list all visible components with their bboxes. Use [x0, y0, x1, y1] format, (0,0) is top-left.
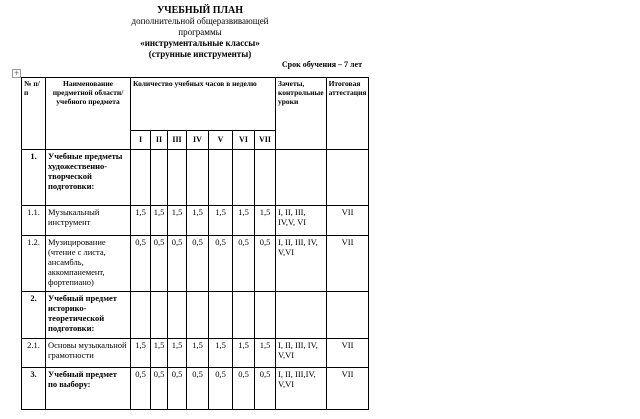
final-cell: VII	[326, 206, 369, 236]
hours-cell: 0,5	[131, 236, 151, 292]
row-number: 1.2.	[22, 236, 46, 292]
hours-cell: 1,5	[151, 339, 168, 368]
final-cell: VII	[326, 236, 369, 292]
hours-cell	[187, 292, 209, 339]
row-subject: Учебные предметы художественно-творческой подготовки:	[46, 150, 131, 206]
grade-header: VI	[233, 131, 255, 150]
header-subject: Наименование предметной области/учебного предмета	[46, 78, 131, 150]
header-final: Итоговая аттестация	[326, 78, 369, 150]
hours-cell: 0,5	[168, 368, 187, 410]
final-cell: VII	[326, 368, 369, 410]
hours-cell	[168, 292, 187, 339]
hours-cell: 1,5	[233, 339, 255, 368]
row-number: 2.1.	[22, 339, 46, 368]
plan-subtitle-line-1: дополнительной общеразвивающей	[131, 16, 269, 26]
hours-cell: 1,5	[187, 206, 209, 236]
hours-cell	[151, 292, 168, 339]
hours-cell: 1,5	[187, 339, 209, 368]
table-row	[22, 339, 369, 368]
tests-cell: I, II, III,IV, V,VI	[276, 368, 327, 410]
plan-subtitle-line-2: программы	[178, 27, 222, 37]
hours-cell: 0,5	[168, 236, 187, 292]
hours-cell: 1,5	[209, 206, 233, 236]
hours-cell: 1,5	[233, 206, 255, 236]
final-cell: VII	[326, 339, 369, 368]
final-cell	[326, 150, 369, 206]
program-instruments: (струнные инструменты)	[148, 49, 252, 59]
hours-cell: 0,5	[151, 236, 168, 292]
table-row	[22, 368, 369, 410]
hours-cell	[131, 150, 151, 206]
row-subject: Основы музыкальной грамотности	[46, 339, 131, 368]
header-tests: Зачеты, контрольные уроки	[276, 78, 327, 150]
grade-header: I	[131, 131, 151, 150]
grade-header: II	[151, 131, 168, 150]
hours-cell: 0,5	[255, 368, 276, 410]
hours-cell: 1,5	[255, 339, 276, 368]
grade-header: V	[209, 131, 233, 150]
hours-cell: 0,5	[255, 236, 276, 292]
hours-cell	[255, 150, 276, 206]
tests-cell	[276, 292, 327, 339]
row-number: 1.	[22, 150, 46, 206]
hours-cell: 0,5	[209, 368, 233, 410]
hours-cell	[255, 292, 276, 339]
header-num: № п/п	[22, 78, 46, 150]
plan-title: УЧЕБНЫЙ ПЛАН	[156, 5, 244, 16]
hours-cell: 0,5	[187, 368, 209, 410]
grade-header: VII	[255, 131, 276, 150]
hours-cell	[209, 150, 233, 206]
hours-cell	[233, 150, 255, 206]
hours-cell	[187, 150, 209, 206]
curriculum-table	[21, 77, 369, 410]
hours-cell: 0,5	[131, 368, 151, 410]
hours-cell: 1,5	[131, 206, 151, 236]
hours-cell: 0,5	[233, 236, 255, 292]
program-name: «инструментальные классы»	[140, 38, 260, 48]
table-row	[22, 206, 369, 236]
row-subject: Музицирование (чтение с листа, ансамбль, аккомпанемент, фортепиано)	[46, 236, 131, 292]
tests-cell: I, II, III, IV, V,VI	[276, 339, 327, 368]
tests-cell	[276, 150, 327, 206]
hours-cell: 0,5	[151, 368, 168, 410]
tests-cell: I, II, III, IV,V, VI	[276, 206, 327, 236]
hours-cell	[168, 150, 187, 206]
hours-cell: 1,5	[209, 339, 233, 368]
hours-cell	[131, 292, 151, 339]
hours-cell	[209, 292, 233, 339]
table-row	[22, 236, 369, 292]
row-number: 1.1.	[22, 206, 46, 236]
final-cell	[326, 292, 369, 339]
hours-cell: 1,5	[255, 206, 276, 236]
hours-cell: 1,5	[151, 206, 168, 236]
hours-cell: 0,5	[233, 368, 255, 410]
table-row	[22, 292, 369, 339]
grade-header: III	[168, 131, 187, 150]
table-row	[22, 150, 369, 206]
hours-cell: 1,5	[168, 206, 187, 236]
row-number: 3.	[22, 368, 46, 410]
row-subject: Учебный предмет историко-теоретической подготовки:	[46, 292, 131, 339]
row-subject: Учебный предмет по выбору:	[46, 368, 131, 410]
header-hours: Количество учебных часов в неделю	[131, 78, 276, 131]
tests-cell: I, II, III, IV, V,VI	[276, 236, 327, 292]
row-number: 2.	[22, 292, 46, 339]
hours-cell	[151, 150, 168, 206]
hours-cell: 0,5	[187, 236, 209, 292]
table-move-handle-icon[interactable]: +	[13, 69, 20, 77]
row-subject: Музыкальный инструмент	[46, 206, 131, 236]
grade-header: IV	[187, 131, 209, 150]
hours-cell	[233, 292, 255, 339]
hours-cell: 1,5	[168, 339, 187, 368]
study-term: Срок обучения – 7 лет	[281, 60, 362, 69]
hours-cell: 1,5	[131, 339, 151, 368]
hours-cell: 0,5	[209, 236, 233, 292]
header-row	[22, 78, 369, 131]
